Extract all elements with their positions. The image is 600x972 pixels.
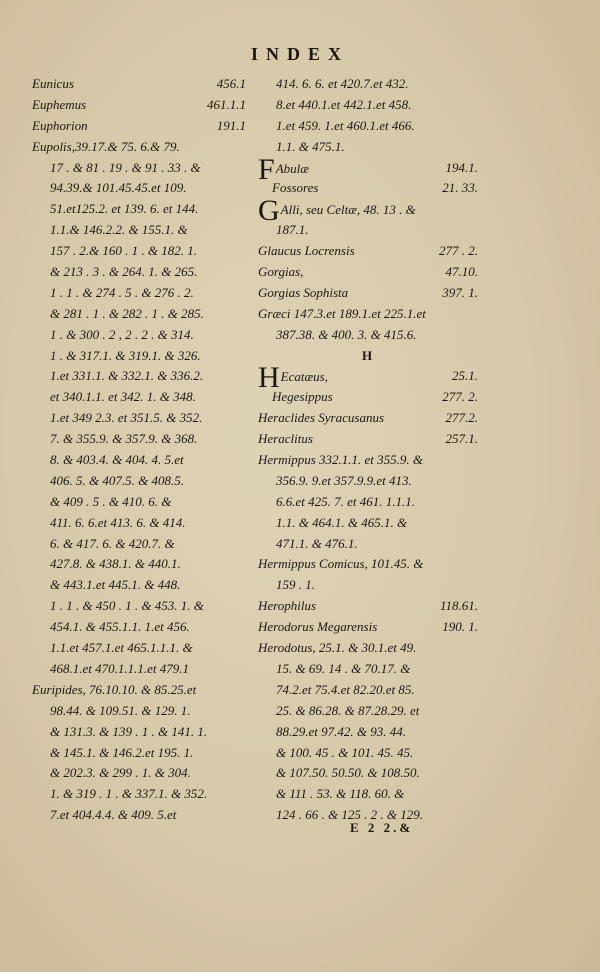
signature-mark: E 2 2.&	[350, 820, 414, 835]
entry-continuation: 1.et 459. 1.et 460.1.et 466.	[276, 117, 415, 133]
entry-continuation: 98.44. & 109.51. & 129. 1.	[50, 702, 191, 718]
entry-heading: Euphemus	[32, 96, 87, 112]
index-entry	[32, 95, 246, 116]
index-entry	[258, 429, 478, 450]
entry-continuation: 15. & 69. 14 . & 70.17. &	[276, 660, 411, 676]
entry-continuation: 159 . 1.	[276, 577, 315, 593]
entry-reference: 456.1	[216, 76, 246, 91]
entry-heading: Eunicus	[32, 76, 74, 91]
entry-continuation: & 202.3. & 299 . 1. & 304.	[50, 765, 191, 781]
entry-continuation: & 107.50. 50.50. & 108.50.	[276, 765, 420, 781]
entry-continuation: 6. & 417. 6. & 420.7. &	[50, 535, 175, 551]
entry-reference: 118.61.	[439, 598, 478, 614]
entry-continuation: 387.38. & 400. 3. & 415.6.	[276, 326, 417, 342]
entry-continuation: 7.et 404.4.4. & 409. 5.et	[50, 807, 177, 823]
entry-continuation: 1.et 349 2.3. et 351.5. & 352.	[50, 410, 203, 426]
index-entry: Hermippus Comicus, 101.45. &	[258, 556, 424, 572]
entry-heading: Ecatæus,	[280, 369, 328, 385]
entry-continuation: 454.1. & 455.1.1. 1.et 456.	[50, 619, 190, 635]
entry-continuation: & 111 . 53. & 118. 60. &	[276, 786, 405, 802]
index-entry	[258, 152, 478, 186]
index-entry: Herodotus, 25.1. & 30.1.et 49.	[258, 640, 417, 656]
entry-continuation: 356.9. 9.et 357.9.9.et 413.	[276, 472, 412, 488]
initial-letter: G	[258, 194, 280, 228]
index-entry	[32, 74, 246, 95]
entry-heading: Gorgias Sophista	[258, 284, 349, 300]
entry-continuation: 7. & 355.9. & 357.9. & 368.	[50, 431, 198, 447]
entry-continuation: 157 . 2.& 160 . 1 . & 182. 1.	[50, 243, 197, 259]
entry-heading: Heraclitus	[258, 431, 313, 447]
entry-continuation: 1 . & 317.1. & 319.1. & 326.	[50, 347, 201, 363]
entry-continuation: 124 . 66 . & 125 . 2 . & 129.	[276, 807, 423, 823]
entry-continuation: & 443.1.et 445.1. & 448.	[50, 577, 181, 593]
entry-continuation: et 340.1.1. et 342. 1. & 348.	[50, 389, 196, 405]
entry-continuation: 8.et 440.1.et 442.1.et 458.	[276, 96, 412, 112]
entry-continuation: 187.1.	[276, 222, 309, 238]
entry-heading: Heraclides Syracusanus	[258, 410, 385, 426]
entry-reference: 257.1.	[445, 431, 478, 447]
entry-heading: Euphorion	[32, 117, 88, 133]
entry-reference: 397. 1.	[442, 284, 478, 300]
entry-continuation: 1.1. & 464.1. & 465.1. &	[276, 514, 408, 530]
entry-heading: Herophilus	[258, 598, 317, 614]
section-letter: H	[361, 347, 375, 363]
index-entry	[258, 194, 478, 228]
entry-continuation: 1.1.et 457.1.et 465.1.1.1. &	[50, 640, 193, 656]
index-entry	[258, 387, 478, 408]
entry-reference: 194.1.	[445, 159, 478, 175]
index-entry	[258, 262, 478, 283]
entry-heading: Fossores	[272, 180, 319, 196]
entry-continuation: 468.1.et 470.1.1.1.et 479.1	[50, 660, 190, 676]
entry-continuation: 51.et125.2. et 139. 6. et 144.	[50, 201, 199, 217]
entry-reference: 277 . 2.	[439, 243, 478, 259]
index-entry	[258, 617, 478, 638]
entry-continuation: 25. & 86.28. & 87.28.29. et	[276, 702, 420, 718]
index-entry: Eupolis,39.17.& 75. 6.& 79.	[32, 138, 180, 154]
index-column-right	[258, 74, 478, 826]
index-entry	[258, 408, 478, 429]
index-entry	[258, 241, 478, 262]
entry-continuation: 1.1.& 146.2.2. & 155.1. &	[50, 222, 188, 238]
entry-reference: 21. 33.	[442, 180, 478, 196]
entry-text: Alli, seu Celtæ, 48. 13 . &	[280, 202, 416, 218]
entry-reference: 277. 2.	[442, 389, 478, 405]
entry-continuation: 1 . 1 . & 450 . 1 . & 453. 1. &	[50, 598, 204, 614]
entry-reference: 461.1.1	[207, 96, 246, 112]
entry-continuation: & 409 . 5 . & 410. 6. &	[50, 493, 172, 509]
entry-heading: Glaucus Locrensis	[258, 243, 355, 259]
entry-continuation: 411. 6. 6.et 413. 6. & 414.	[50, 514, 186, 530]
index-column-left	[32, 74, 246, 826]
entry-heading: Hegesippus	[272, 389, 333, 405]
entry-continuation: 94.39.& 101.45.45.et 109.	[50, 180, 187, 196]
entry-continuation: & 100. 45 . & 101. 45. 45.	[276, 744, 414, 760]
entry-heading: Abulæ	[275, 160, 309, 176]
entry-reference: 191.1	[216, 117, 246, 133]
entry-heading: Herodorus Megarensis	[258, 619, 378, 635]
entry-reference: 277.2.	[445, 410, 478, 426]
entry-continuation: 1.1. & 475.1.	[276, 138, 345, 154]
entry-continuation: & 281 . 1 . & 282 . 1 . & 285.	[50, 305, 204, 321]
index-entry	[258, 283, 478, 304]
entry-heading: Gorgias,	[258, 264, 304, 280]
entry-continuation: & 131.3. & 139 . 1 . & 141. 1.	[50, 723, 208, 739]
entry-continuation: & 145.1. & 146.2.et 195. 1.	[50, 744, 194, 760]
initial-letter: H	[258, 361, 280, 395]
index-entry	[258, 596, 478, 617]
entry-reference: 190. 1.	[442, 619, 478, 635]
entry-continuation: 471.1. & 476.1.	[276, 535, 358, 551]
entry-continuation: 17 . & 81 . 19 . & 91 . 33 . &	[50, 159, 201, 175]
index-entry: Euripides, 76.10.10. & 85.25.et	[32, 681, 197, 697]
index-entry	[258, 361, 478, 395]
entry-continuation: 414. 6. 6. et 420.7.et 432.	[276, 76, 409, 91]
entry-continuation: 1.et 331.1. & 332.1. & 336.2.	[50, 368, 204, 384]
entry-continuation: 8. & 403.4. & 404. 4. 5.et	[50, 452, 184, 468]
entry-continuation: 1. & 319 . 1 . & 337.1. & 352.	[50, 786, 208, 802]
page-header: INDEX	[250, 44, 349, 64]
entry-continuation: 406. 5. & 407.5. & 408.5.	[50, 472, 184, 488]
entry-continuation: 1 . 1 . & 274 . 5 . & 276 . 2.	[50, 284, 194, 300]
entry-continuation: 74.2.et 75.4.et 82.20.et 85.	[276, 681, 415, 697]
index-entry: Græci 147.3.et 189.1.et 225.1.et	[258, 305, 426, 321]
index-entry	[32, 116, 246, 137]
entry-continuation: 1 . & 300 . 2 , 2 . 2 . & 314.	[50, 326, 194, 342]
entry-continuation: 88.29.et 97.42. & 93. 44.	[276, 723, 406, 739]
entry-continuation: 6.6.et 425. 7. et 461. 1.1.1.	[276, 493, 416, 509]
initial-letter: F	[258, 152, 275, 186]
entry-continuation: & 213 . 3 . & 264. 1. & 265.	[50, 264, 198, 280]
entry-reference: 47.10.	[445, 264, 478, 280]
entry-reference: 25.1.	[452, 368, 478, 384]
entry-continuation: 427.8. & 438.1. & 440.1.	[50, 556, 181, 572]
index-entry: Hermippus 332.1.1. et 355.9. &	[258, 452, 424, 468]
index-entry	[258, 178, 478, 199]
